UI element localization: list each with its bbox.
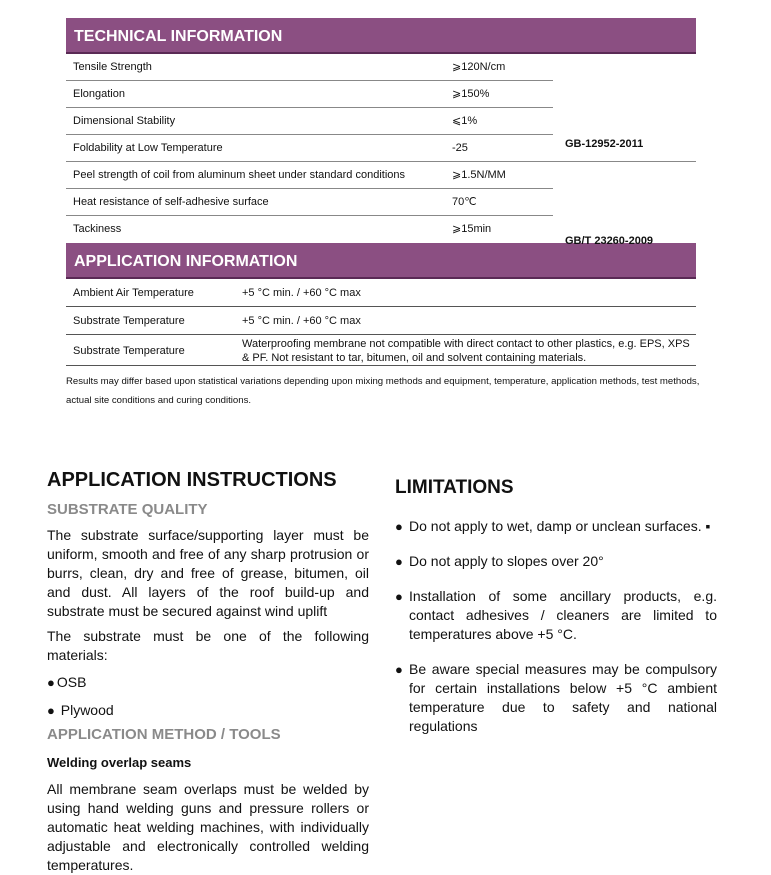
limitations-title: LIMITATIONS (395, 477, 514, 498)
welding-text: All membrane seam overlaps must be welded by using hand welding guns and pressure rollers or automatic heat welding machines, with individually adjustable and electronically controlled welding temperatures. (47, 781, 369, 873)
row-value: ⩾1.5N/MM (452, 169, 506, 181)
row-label: Elongation (73, 88, 125, 100)
list-item (47, 701, 369, 720)
bullet-icon: ● (47, 675, 55, 690)
limitation-text: Installation of some ancillary products, e.g. contact adhesives / cleaners are limited to temperatures above +5 °C. (409, 588, 717, 642)
list-item (395, 660, 717, 736)
application-header: APPLICATION INFORMATION (66, 243, 696, 279)
row-value: ⩾150% (452, 88, 490, 100)
table-row (66, 307, 696, 335)
row-label: Tensile Strength (73, 61, 152, 73)
limitation-text: Do not apply to wet, damp or unclean surfaces. ▪ (409, 518, 711, 534)
row-value: ⩽1% (452, 115, 478, 127)
row-label: Peel strength of coil from aluminum sheet under standard conditions (73, 169, 406, 181)
table-row (66, 108, 696, 135)
application-rows (66, 279, 696, 366)
row-value: +5 °C min. / +60 °C max (242, 315, 361, 327)
bullet-icon: ● (395, 589, 403, 604)
materials-intro: The substrate must be one of the following materials: (47, 628, 369, 663)
list-item (395, 517, 717, 536)
table-row (66, 162, 696, 189)
row-label: Foldability at Low Temperature (73, 142, 223, 154)
instructions-title: APPLICATION INSTRUCTIONS (47, 469, 337, 491)
bullet-icon: ● (395, 662, 403, 677)
table-row (66, 279, 696, 307)
substrate-heading: SUBSTRATE QUALITY (47, 501, 208, 518)
table-row (66, 81, 696, 108)
bullet-icon: ● (395, 554, 403, 569)
table-row (66, 54, 696, 81)
technical-header: TECHNICAL INFORMATION (66, 18, 696, 54)
list-item (395, 587, 717, 644)
welding-heading: Welding overlap seams (47, 755, 192, 770)
row-value: ⩾15min (452, 223, 492, 235)
row-label: Substrate Temperature (73, 345, 185, 357)
standard-label: GB-12952-2011 (565, 138, 644, 150)
limitations (395, 475, 717, 736)
limitation-text: Do not apply to slopes over 20° (409, 553, 604, 569)
row-value: ⩾120N/cm (452, 61, 506, 73)
technical-table (66, 18, 696, 366)
row-label: Heat resistance of self-adhesive surface (73, 196, 269, 208)
limitation-text: Be aware special measures may be compulsory for certain installations below +5 °C ambient temperature due to safety and national regulations (409, 661, 717, 734)
table-row (66, 189, 696, 216)
bullet-icon: ● (395, 519, 403, 534)
row-value: -25 (452, 142, 468, 154)
material-label: OSB (56, 674, 87, 690)
row-value: +5 °C min. / +60 °C max (242, 287, 361, 299)
row-label: Tackiness (73, 223, 122, 235)
row-label: Dimensional Stability (73, 115, 176, 127)
substrate-text: The substrate surface/supporting layer must be uniform, smooth and free of any sharp protrusion or burrs, clean, dry and free of grease, bitumen, oil and dust. All layers of the roof build-up and substrate must be secured against wind uplift (47, 527, 369, 619)
list-item (395, 552, 717, 571)
bullet-icon: ● (47, 703, 55, 718)
table-row (66, 335, 696, 365)
list-item (47, 673, 369, 692)
row-label: Ambient Air Temperature (73, 287, 194, 299)
material-label: Plywood (60, 702, 114, 718)
standard-label: GB/T 23260-2009 (565, 235, 654, 247)
technical-rows (66, 54, 696, 247)
row-value: 70℃ (452, 196, 477, 208)
row-label: Substrate Temperature (73, 315, 185, 327)
application-instructions (47, 467, 369, 875)
method-heading: APPLICATION METHOD / TOOLS (47, 726, 281, 743)
row-value: Waterproofing membrane not compatible with direct contact to other plastics, e.g. EPS, XPS & PF. Not resistant to tar, bitumen, oil and solvent containing materials. (242, 338, 690, 364)
results-note: Results may differ based upon statistical variations depending upon mixing methods and equipment, temperature, application methods, test methods, actual site conditions and curing conditions. (66, 376, 700, 406)
